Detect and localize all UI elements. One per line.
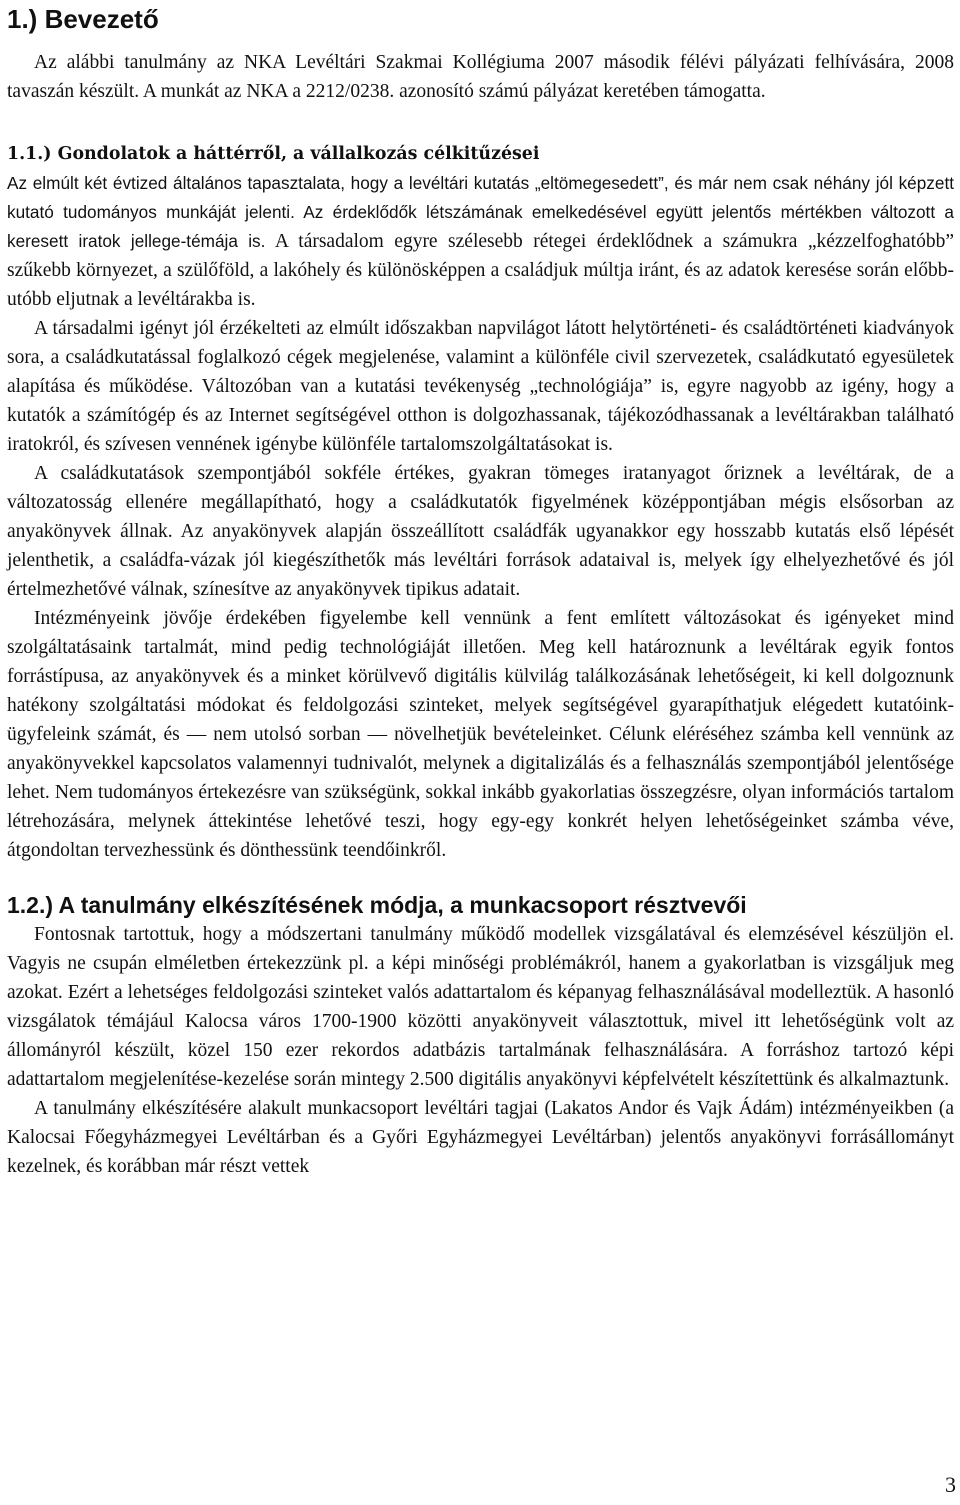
page-number: 3 xyxy=(945,1472,956,1497)
section-1-2-paragraph-2: A tanulmány elkészítésére alakult munkacsoport levéltári tagjai (Lakatos Andor és Vajk Ádám) intézményeikben (a Kalocsai Főegyházmegyei Levéltárban és a Győri Egyházmegyei Levéltárban) jelentős anyakönyvi forrásállományt kezelnek, és korábban már részt vettek xyxy=(7,1098,954,1177)
section-1-1-paragraph-1-part-a: Az elmúlt két évtized általános tapasztalata, hogy a levéltári kutatás „eltömegesedett”, és már nem csak néhány jól képzett kutató tudományos munkáját jelenti. Az érdeklődők létszámának emelkedésével együtt jelentős mértékben változott a keresett iratok jellege-témája is. xyxy=(7,173,954,251)
section-1-2-heading: 1.2.) A tanulmány elkészítésének módja, a munkacsoport résztvevői xyxy=(7,892,747,918)
section-1-1-paragraph-4-part-b: Célunk eléréséhez számba kell vennünk az anyakönyvekkel kapcsolatos valamennyi tudnivalót, melynek a digitalizálás és a felhasználás szempontjából jelentősége lehet. Nem tudományos értekezésre van szükségünk, sokkal inkább gyakorlatias összegzésre, olyan információs tartalom létrehozására, melynek áttekintése lehetővé teszi, hogy egy-egy konkrét helyen lehetőségeinket számba véve, átgondoltan tervezhessünk és dönthessünk teendőinkről. xyxy=(7,724,954,861)
section-1-1-paragraph-1-part-b: A társadalom egyre szélesebb rétegei érdeklődnek a számukra „kézzelfoghatóbb” szűkebb környezet, a szülőföld, a lakóhely és különösképpen a családjuk múltja iránt, és az adatok keresése során előbb-utóbb eljutnak a levéltárakba is. xyxy=(7,231,954,310)
section-1-1-paragraph-4-part-a: Intézményeink jövője érdekében figyelembe kell vennünk a fent említett változásokat és igényeket mind szolgáltatásaink tartalmát, mind pedig technológiáját illetően. Meg kell határoznunk a levéltárak egyik fontos forrástípusa, az anyakönyvek és a minket körülvevő digitális külvilág találkozásának lehetőségeit, ki kell dolgoznunk hatékony szolgáltatási módokat és feldolgozási szinteket, melyek segítségével gyarapíthatjuk elégedett kutatóink-ügyfeleink számát, és — nem utolsó sorban — növelhetjük bevételeinket. xyxy=(7,608,954,745)
section-1-1-paragraph-1 xyxy=(7,169,954,314)
section-1-1-paragraph-4 xyxy=(7,604,954,865)
intro-paragraph: Az alábbi tanulmány az NKA Levéltári Szakmai Kollégiuma 2007 második félévi pályázati felhívására, 2008 tavaszán készült. A munkát az NKA a 2212/0238. azonosító számú pályázat keretében támogatta. xyxy=(7,52,954,102)
section-1-1-paragraph-2-part-a: A társadalmi igényt jól érzékelteti az elmúlt időszakban napvilágot látott helytörténeti- és családtörténeti kiadványok sora, a családkutatással foglalkozó cégek megjelenése, valamint a különféle civil szervezetek, családkutató egyesületek alapítása és működése. xyxy=(7,318,954,397)
section-1-1-paragraph-2-part-b: Változóban van a kutatási tevékenység „technológiája” is, egyre nagyobb az igény, hogy a kutatók a számítógép és az Internet segítségével otthon is dolgozhassanak, tájékozódhassanak a levéltárakban található iratokról, és szívesen vennének igénybe különféle tartalomszolgáltatásokat is. xyxy=(7,376,954,455)
section-1-1-paragraph-3 xyxy=(7,459,954,604)
section-1-heading: 1.) Bevezető xyxy=(7,4,159,34)
section-1-1-paragraph-3-part-a: A családkutatások szempontjából sokféle értékes, gyakran tömeges iratanyagot őriznek a levéltárak, de a változatosság ellenére megállapítható, hogy a családkutatók figyelmének középpontjában mégis elsősorban az anyakönyvek állnak. xyxy=(7,463,954,542)
section-1-1-paragraph-2 xyxy=(7,314,954,459)
section-1-1-heading xyxy=(7,136,954,169)
section-1-1-heading-text: 1.1.) Gondolatok a háttérről, a vállalkozás célkitűzései xyxy=(7,144,540,164)
section-1-2-paragraph-1: Fontosnak tartottuk, hogy a módszertani tanulmány működő modellek vizsgálatával és elemzésével készüljön el. Vagyis ne csupán elméletben értekezzünk pl. a képi minőségi problémákról, hanem a gyakorlatban is vizsgáljuk meg azokat. Ezért a lehetséges feldolgozási szinteket valós adattartalom és képanyag felhasználásával modelleztük. A hasonló vizsgálatok témájául Kalocsa város 1700-1900 közötti anyakönyveit választottuk, mivel itt lehetőségünk volt az állományról készült, közel 150 ezer rekordos adatbázis tartalmának felhasználására. A forráshoz tartozó képi adattartalom megjelenítése-kezelése során mintegy 2.500 digitális anyakönyvi képfelvételt készítettünk és alkalmaztunk. xyxy=(7,924,954,1090)
section-1-1-paragraph-3-part-b: Az anyakönyvek alapján összeállított családfák ugyanakkor egy hosszabb kutatás első lépését jelenthetik, a családfa-vázak jól kiegészíthetők más levéltári források adataival is, melyek így elhelyezhetővé és jól értelmezhetővé válnak, színesítve az anyakönyvek tipikus adatait. xyxy=(7,521,954,600)
